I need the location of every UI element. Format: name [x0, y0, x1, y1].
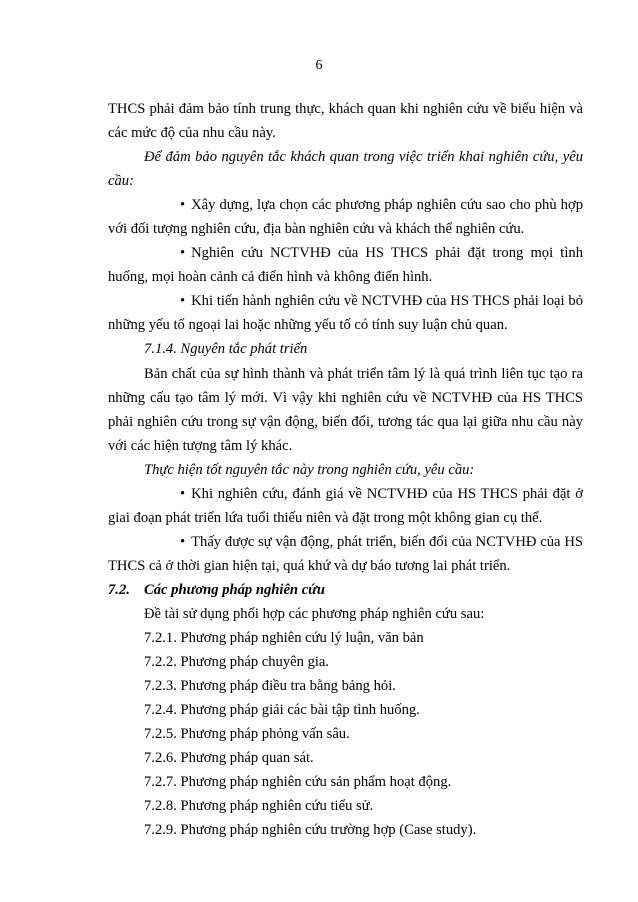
- bullet-icon: •: [180, 197, 186, 214]
- bullet-item: [108, 482, 583, 530]
- section-title: Các phương pháp nghiên cứu: [144, 581, 326, 598]
- list-item: 7.2.9. Phương pháp nghiên cứu trường hợp (Case study).: [144, 822, 477, 839]
- list-item: 7.2.7. Phương pháp nghiên cứu sản phẩm hoạt động.: [144, 774, 452, 791]
- bullet-item: [108, 193, 583, 241]
- bullet-text: Khi tiến hành nghiên cứu về NCTVHĐ của HS THCS phải loại bỏ những yếu tố ngoại lai hoặc những yếu tố có tính suy luận chủ quan.: [108, 293, 583, 334]
- paragraph-development-essence: Bản chất của sự hình thành và phát triển tâm lý là quá trình liên tục tạo ra những cấu tạo tâm lý mới. Vì vậy khi nghiên cứu về NCTVHĐ của HS THCS phải nghiên cứu trong sự vận động, biến đổi, tương tác qua lại giữa nhu cầu này với các hiện tượng tâm lý khác.: [108, 365, 583, 454]
- bullet-text: Khi nghiên cứu, đánh giá về NCTVHĐ của HS THCS phải đặt ở giai đoạn phát triển lứa tuổi thiếu niên và đặt trong một không gian cụ thể.: [108, 485, 583, 526]
- section-heading: [108, 578, 583, 602]
- bullet-text: Thấy được sự vận động, phát triển, biến đổi của NCTVHĐ của HS THCS cả ở thời gian hiện tại, quá khứ và dự báo tương lai phát triển.: [108, 533, 583, 574]
- bullet-item: [108, 241, 583, 289]
- bullet-icon: •: [180, 485, 186, 502]
- bullet-item: [108, 530, 583, 578]
- bullet-text: Xây dựng, lựa chọn các phương pháp nghiên cứu sao cho phù hợp với đối tượng nghiên cứu, địa bàn nghiên cứu và khách thể nghiên cứu.: [108, 197, 583, 238]
- bullet-icon: •: [180, 533, 186, 550]
- list-item: 7.2.5. Phương pháp phỏng vấn sâu.: [144, 726, 350, 743]
- paragraph-development-requirements: Thực hiện tốt nguyên tắc này trong nghiên cứu, yêu cầu:: [144, 461, 475, 478]
- bullet-icon: •: [180, 245, 186, 262]
- paragraph-objectivity-requirements: Để đảm bảo nguyên tắc khách quan trong việc triển khai nghiên cứu, yêu cầu:: [108, 149, 583, 190]
- bullet-text: Nghiên cứu NCTVHĐ của HS THCS phải đặt trong mọi tình huống, mọi hoàn cảnh cả điển hình và không điển hình.: [108, 245, 583, 286]
- paragraph-objectivity-end: THCS phải đảm bảo tính trung thực, khách quan khi nghiên cứu về biểu hiện và các mức độ của nhu cầu này.: [108, 101, 583, 142]
- bullet-item: [108, 289, 583, 337]
- methods-list: [108, 626, 583, 842]
- page-number: 6: [315, 58, 323, 73]
- list-item: 7.2.3. Phương pháp điều tra bằng bảng hỏi.: [144, 678, 396, 695]
- list-item: 7.2.2. Phương pháp chuyên gia.: [144, 654, 330, 671]
- subheading-development-principle: 7.1.4. Nguyên tắc phát triển: [144, 341, 308, 358]
- document-body: [108, 97, 583, 842]
- list-item: 7.2.1. Phương pháp nghiên cứu lý luận, văn bản: [144, 630, 424, 647]
- list-item: 7.2.6. Phương pháp quan sát.: [144, 750, 314, 767]
- section-intro: Đề tài sử dụng phối hợp các phương pháp nghiên cứu sau:: [144, 605, 485, 622]
- section-number: 7.2.: [108, 581, 130, 598]
- list-item: 7.2.4. Phương pháp giải các bài tập tình huống.: [144, 702, 420, 719]
- list-item: 7.2.8. Phương pháp nghiên cứu tiểu sử.: [144, 798, 374, 815]
- bullet-icon: •: [180, 293, 186, 310]
